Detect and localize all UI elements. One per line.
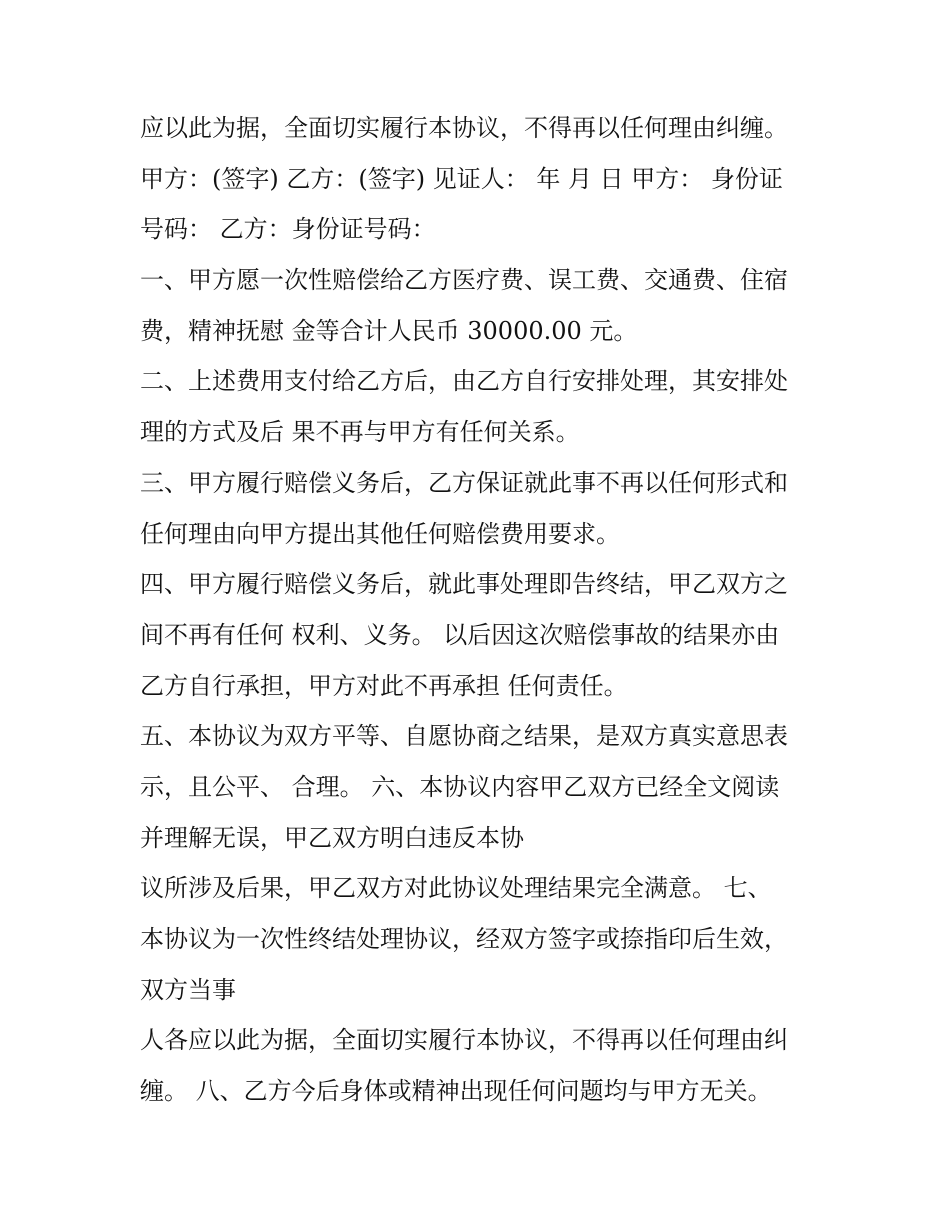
text-line: 费，精神抚慰 金等合计人民币 30000.00 元。 [140,316,638,345]
text-line: 应以此为据，全面切实履行本协议，不得再以任何理由纠缠。 [140,114,788,142]
text-line: 任何理由向甲方提出其他任何赔偿费用要求。 [140,519,620,548]
text-line: 缠。 八、乙方今后身体或精神出现任何问题均与甲方无关。 [140,1077,772,1106]
text-line: 一、甲方愿一次性赔偿给乙方医疗费、误工费、交通费、住宿 [140,266,788,295]
text-line: 理的方式及后 果不再与甲方有任何关系。 [140,418,580,447]
text-line: 本协议为一次性终结处理协议，经双方签字或捺指印后生效， [140,925,788,953]
text-line: 示，且公平、 合理。 六、本协议内容甲乙双方已经全文阅读 [140,772,780,801]
text-line: 双方当事 [140,975,236,1004]
text-line: 乙方自行承担，甲方对此不再承担 任何责任。 [140,671,628,700]
text-line: 甲方：(签字) 乙方：(签字) 见证人： 年 月 日 甲方： 身份证 [140,164,783,193]
text-line: 议所涉及后果，甲乙双方对此协议处理结果完全满意。 七、 [140,874,772,903]
text-line: 三、甲方履行赔偿义务后，乙方保证就此事不再以任何形式和 [140,468,788,497]
text-line: 人各应以此为据，全面切实履行本协议，不得再以任何理由纠 [140,1026,788,1055]
text-line: 号码： 乙方：身份证号码： [140,215,436,244]
text-line: 二、上述费用支付给乙方后，由乙方自行安排处理，其安排处 [140,367,788,396]
text-line: 并理解无误，甲乙双方明白违反本协 [140,823,524,852]
agreement-text [140,103,830,1117]
text-line: 四、甲方履行赔偿义务后，就此事处理即告终结，甲乙双方之 [140,570,788,599]
text-line: 五、本协议为双方平等、自愿协商之结果，是双方真实意思表 [140,722,788,751]
text-line: 间不再有任何 权利、义务。 以后因这次赔偿事故的结果亦由 [140,620,780,649]
